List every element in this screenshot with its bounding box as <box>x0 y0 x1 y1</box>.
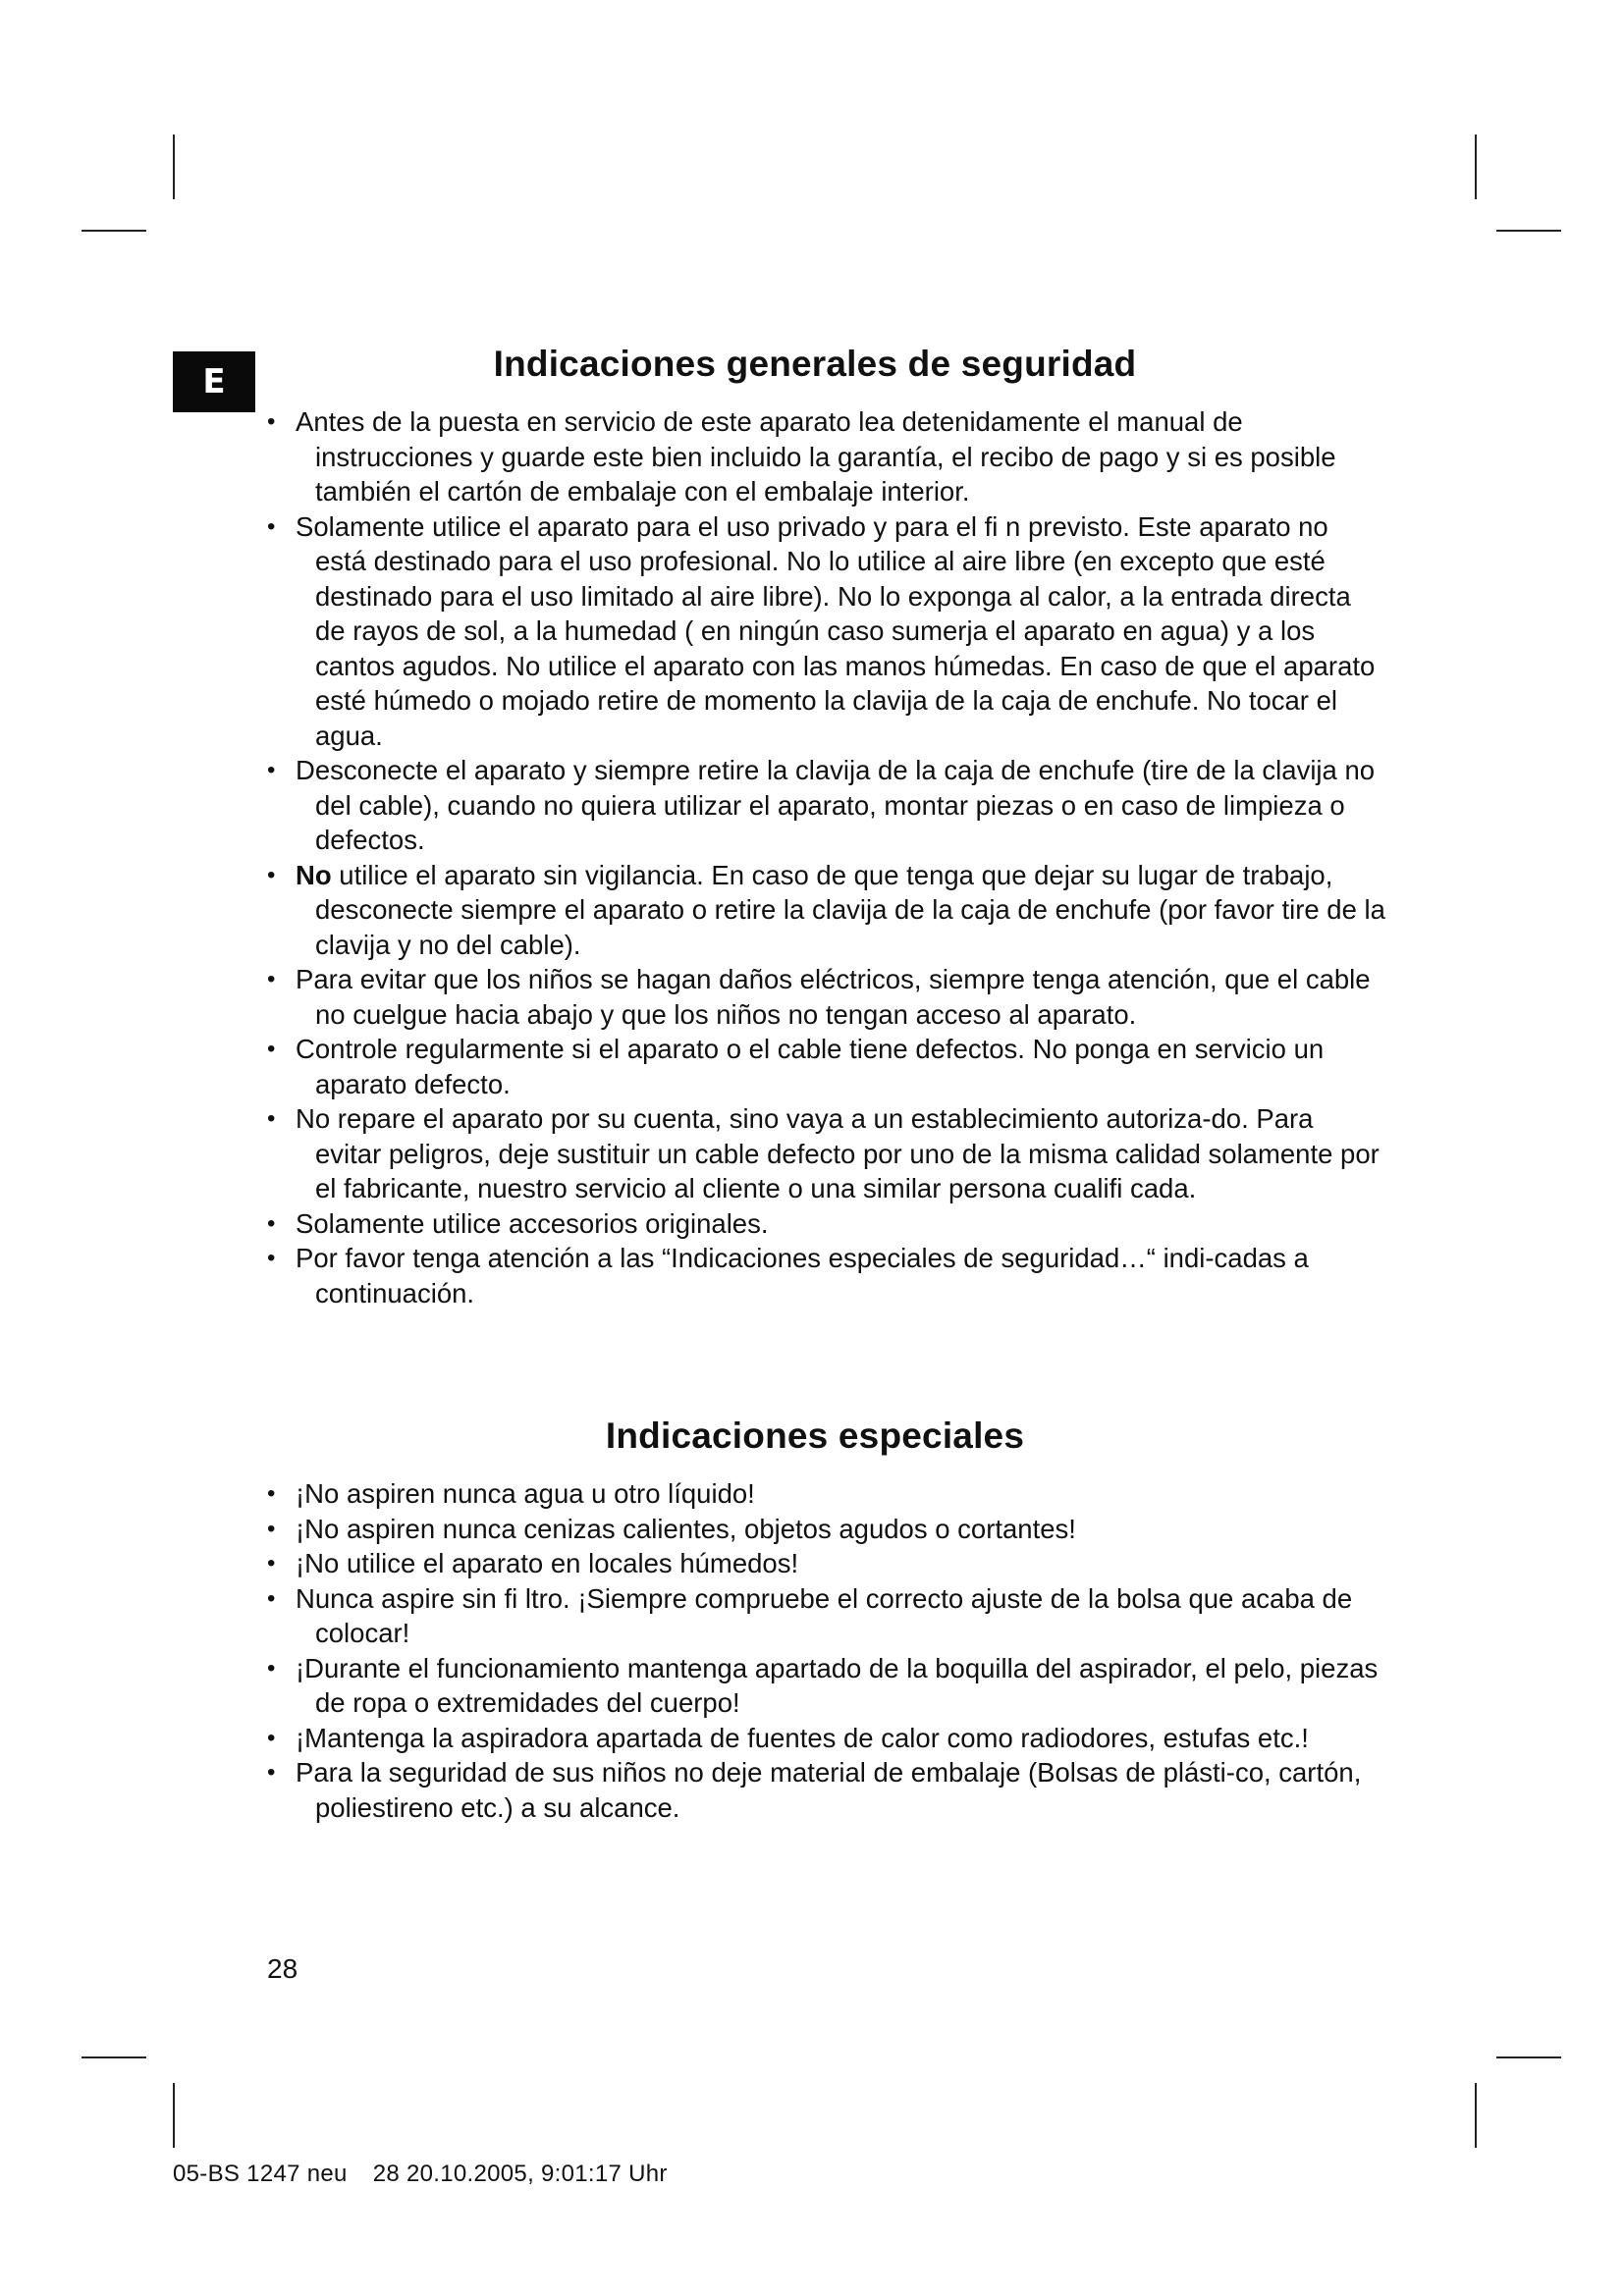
special-list <box>267 1476 1386 1825</box>
crop-mark-top-right-vertical <box>1475 134 1477 199</box>
list-item: • Controle regularmente si el aparato o el cable tiene defectos. No ponga en servicio un aparato defecto. <box>267 1034 1325 1099</box>
list-item: • No repare el aparato por su cuenta, sino vaya a un establecimiento autoriza-do. Para evitar peligros, deje sustituir un cable defecto por uno de la misma calidad solamente por el fabricante, nuestro servicio al cliente o una similar persona cualifi cada. <box>267 1103 1380 1203</box>
footer-file: 05-BS 1247 neu <box>173 2161 348 2187</box>
crop-mark-top-left-vertical <box>173 134 175 199</box>
section-title-general-safety: Indicaciones generales de seguridad <box>493 344 1137 384</box>
list-item: • ¡No aspiren nunca cenizas calientes, objetos agudos o cortantes! <box>267 1513 1076 1544</box>
general-safety-list <box>267 404 1386 1310</box>
list-item: • Para evitar que los niños se hagan daños eléctricos, siempre tenga atención, que el cable no cuelgue hacia abajo y que los niños no tengan acceso al aparato. <box>267 964 1371 1030</box>
list-item: • ¡Mantenga la aspiradora apartada de fuentes de calor como radiodores, estufas etc.! <box>267 1722 1309 1753</box>
list-item: • No utilice el aparato sin vigilancia. En caso de que tenga que dejar su lugar de trabajo, desconecte siempre el aparato o retire la clavija de la caja de enchufe (por favor tire de la clavija y no del cable). <box>267 859 1385 960</box>
list-item: • Solamente utilice accesorios originales. <box>267 1207 769 1239</box>
crop-mark-top-left-horizontal <box>81 230 146 232</box>
list-item: • ¡No aspiren nunca agua u otro líquido! <box>267 1478 755 1509</box>
list-item: • ¡Durante el funcionamiento mantenga apartado de la boquilla del aspirador, el pelo, piezas de ropa o extremidades del cuerpo! <box>267 1652 1379 1718</box>
crop-mark-bottom-left-vertical <box>173 2083 175 2148</box>
crop-mark-top-right-horizontal <box>1496 230 1561 232</box>
print-footer <box>173 2161 668 2188</box>
list-item: • Nunca aspire sin fi ltro. ¡Siempre compruebe el correcto ajuste de la bolsa que acaba de colocar! <box>267 1582 1353 1648</box>
page-number: 28 <box>267 1953 298 1984</box>
crop-mark-bottom-right-vertical <box>1475 2083 1477 2148</box>
list-item: • ¡No utilice el aparato en locales húmedos! <box>267 1548 799 1578</box>
crop-mark-bottom-right-horizontal <box>1496 2056 1561 2058</box>
crop-mark-bottom-left-horizontal <box>81 2056 146 2058</box>
list-item: • Antes de la puesta en servicio de este aparato lea detenidamente el manual de instrucciones y guarde este bien incluido la garantía, el recibo de pago y si es posible también el cartón de embalaje con el embalaje interior. <box>267 406 1336 507</box>
no-item-text: utilice el aparato sin vigilancia. En caso de que tenga que dejar su lugar de trabajo, desconecte siempre el aparato o retire la clavija de la caja de enchufe (por favor tire de la clavija y no del cable). <box>315 859 1385 960</box>
list-item: • Por favor tenga atención a las “Indicaciones especiales de seguridad…“ indi-cadas a continuación. <box>267 1243 1309 1308</box>
list-item: • Para la seguridad de sus niños no deje material de embalaje (Bolsas de plásti-co, cartón, poliestireno etc.) a su alcance. <box>267 1757 1362 1823</box>
section-title-special: Indicaciones especiales <box>605 1415 1025 1456</box>
no-emphasis: No <box>296 859 332 890</box>
language-tab: E <box>173 351 255 412</box>
list-item: • Solamente utilice el aparato para el uso privado y para el fi n previsto. Este aparato no está destinado para el uso profesional. No lo utilice al aire libre (en excepto que esté destinado para el uso limitado al aire libre). No lo exponga al calor, a la entrada directa de rayos de sol, a la humedad ( en ningún caso sumerja el aparato en agua) y a los cantos agudos. No utilice el aparato con las manos húmedas. En caso de que el aparato esté húmedo o mojado retire de momento la clavija de la caja de enchufe. No tocar el agua. <box>267 510 1376 751</box>
footer-info: 28 20.10.2005, 9:01:17 Uhr <box>372 2161 668 2187</box>
list-item: • Desconecte el aparato y siempre retire la clavija de la caja de enchufe (tire de la clavija no del cable), cuando no quiera utilizar el aparato, montar piezas o en caso de limpieza o defectos. <box>267 755 1376 855</box>
